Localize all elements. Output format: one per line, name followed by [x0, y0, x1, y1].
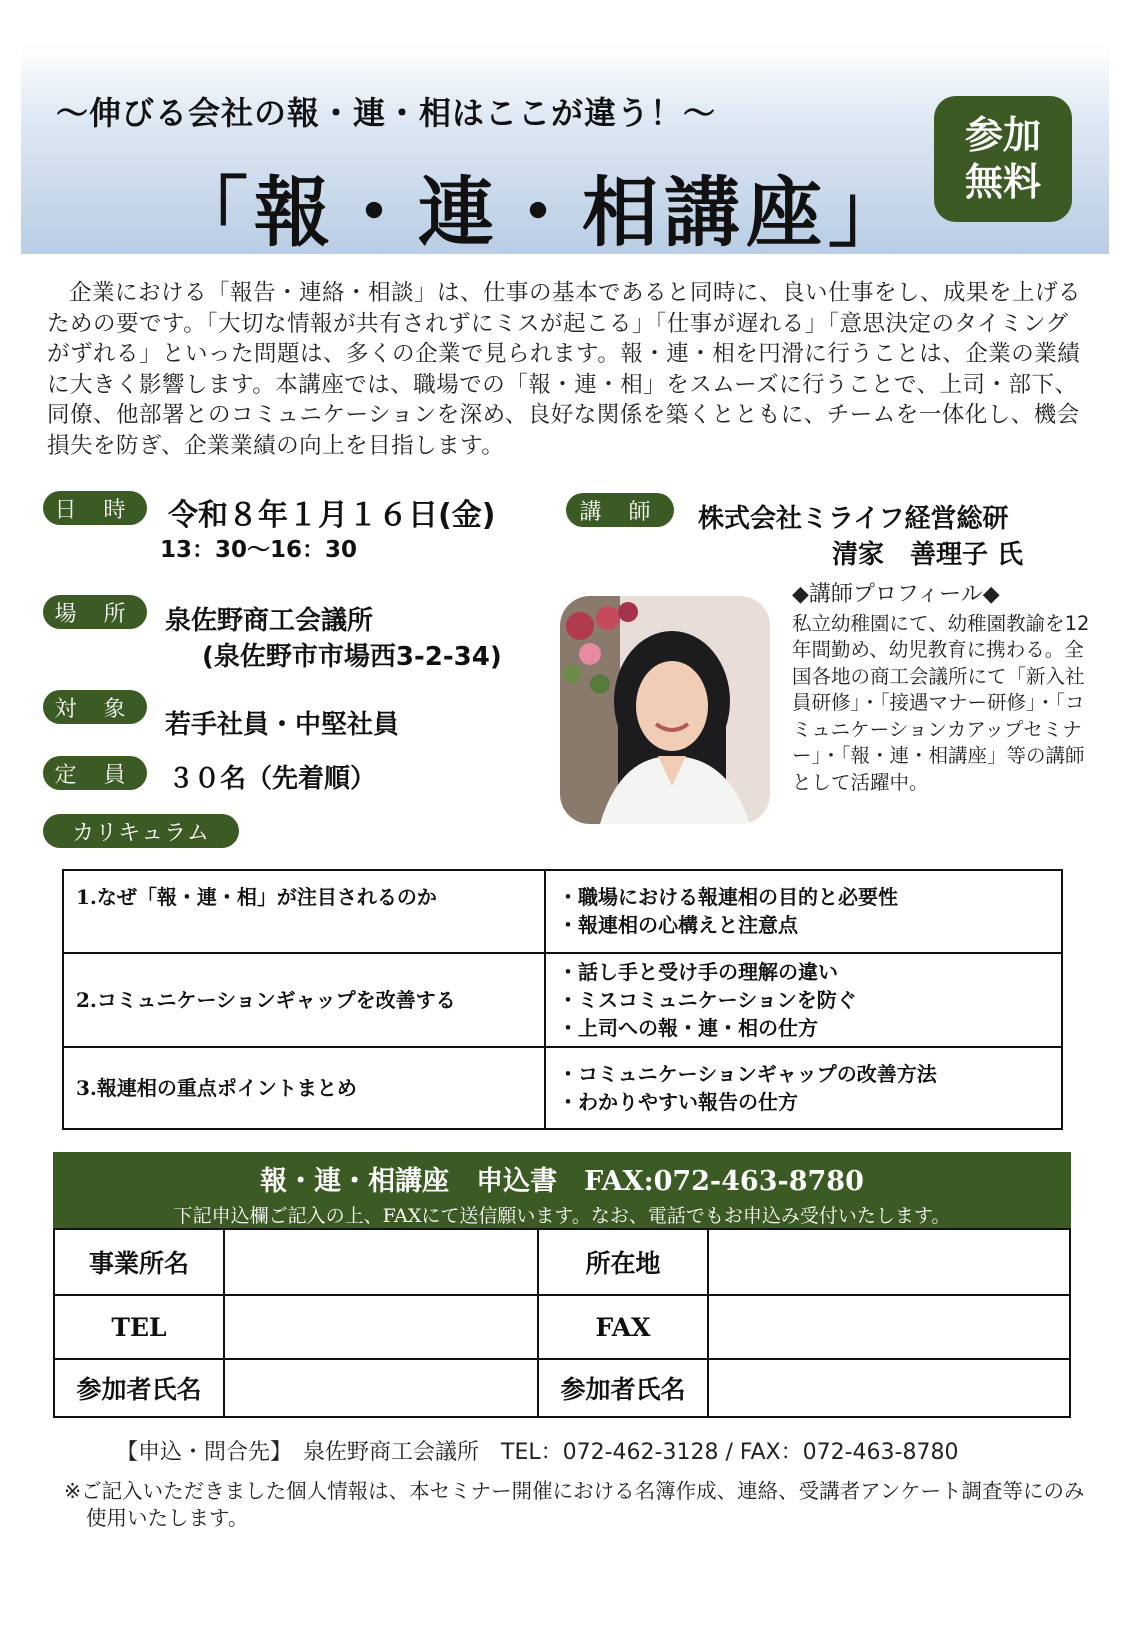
event-capacity: ３０名（先着順）	[168, 764, 377, 794]
curriculum-point: ・報連相の心構えと注意点	[558, 913, 798, 937]
curriculum-point: ・コミュニケーションギャップの改善方法	[558, 1062, 937, 1086]
lecturer-photo-image	[560, 596, 770, 824]
address-field[interactable]	[708, 1229, 1070, 1295]
page-title: 「報・連・相講座」	[172, 168, 910, 257]
lecturer-company: 株式会社ミライフ経営総研	[698, 504, 1009, 534]
intro-paragraph: 企業における「報告・連絡・相談」は、仕事の基本であると同時に、良い仕事をし、成果を上げるための要です。「大切な情報が共有されずにミスが起こる」「仕事が遅れる」「意思決定のタイミングがずれる」といった問題は、多くの企業で見られます。報・連・相を円滑に行うことは、企業の業績に大きく影響します。本講座では、職場での「報・連・相」をスムーズに行うことで、上司・部下、同僚、他部署とのコミュニケーションを深め、良好な関係を築くとともに、チームを一体化し、機会損失を防ぎ、企業業績の向上を目指します。	[47, 280, 1082, 459]
lecturer-photo	[560, 596, 770, 824]
privacy-note: ※ご記入いただきました個人情報は、本セミナー開催における名簿作成、連絡、受講者アンケート調査等にのみ使用いたします。	[64, 1479, 1085, 1530]
table-row	[63, 953, 1062, 1047]
curriculum-point: ・話し手と受け手の理解の違い	[558, 960, 838, 984]
lecturer-profile	[792, 582, 1092, 796]
event-target: 若手社員・中堅社員	[165, 710, 400, 740]
participant-field-1[interactable]	[224, 1359, 538, 1417]
curriculum-point: ・ミスコミュニケーションを防ぐ	[558, 988, 857, 1012]
date-label: 日 時	[43, 491, 147, 525]
participant-label-1: 参加者氏名	[54, 1359, 224, 1417]
office-name-label: 事業所名	[54, 1229, 224, 1295]
tel-field[interactable]	[224, 1295, 538, 1359]
curriculum-table	[62, 869, 1063, 1130]
badge-line1: 参加	[964, 112, 1041, 157]
curriculum-topic: 3.報連相の重点ポイントまとめ	[63, 1047, 545, 1129]
curriculum-label: カリキュラム	[43, 814, 239, 848]
table-row	[63, 870, 1062, 953]
table-row	[63, 1047, 1062, 1129]
curriculum-topic: 1.なぜ「報・連・相」が注目されるのか	[63, 870, 545, 953]
header-subtitle: 〜伸びる会社の報・連・相はここが違う！〜	[56, 94, 717, 132]
badge-line2: 無料	[964, 160, 1041, 204]
form-header	[53, 1152, 1071, 1229]
address-label: 所在地	[538, 1229, 708, 1295]
office-name-field[interactable]	[224, 1229, 538, 1295]
application-form	[53, 1228, 1071, 1418]
capacity-label: 定 員	[43, 756, 147, 790]
place-label: 場 所	[43, 595, 147, 629]
table-row	[54, 1229, 1070, 1295]
curriculum-topic: 2.コミュニケーションギャップを改善する	[63, 953, 545, 1047]
curriculum-point: ・わかりやすい報告の仕方	[558, 1090, 798, 1114]
form-title: 報・連・相講座 申込書 FAX:072-463-8780	[260, 1166, 864, 1197]
form-note: 下記申込欄ご記入の上、FAXにて送信願います。なお、電話でもお申込み受付いたします。	[173, 1205, 951, 1227]
lecturer-label: 講 師	[566, 493, 674, 527]
table-row	[54, 1295, 1070, 1359]
profile-title: ◆講師プロフィール◆	[792, 582, 1000, 607]
contact-info: 【申込・問合先】 泉佐野商工会議所 TEL：072-462-3128 / FAX：072-463-8780	[116, 1440, 959, 1465]
fax-label: FAX	[538, 1295, 708, 1359]
participant-field-2[interactable]	[708, 1359, 1070, 1417]
lecturer-name: 清家 善理子 氏	[832, 540, 1024, 570]
fax-field[interactable]	[708, 1295, 1070, 1359]
curriculum-points	[545, 1047, 1062, 1129]
curriculum-point: ・上司への報・連・相の仕方	[558, 1016, 818, 1040]
event-place: 泉佐野商工会議所	[165, 606, 374, 636]
free-badge	[934, 96, 1072, 222]
event-time: 13：30〜16：30	[160, 537, 358, 563]
curriculum-points	[545, 870, 1062, 953]
curriculum-point: ・職場における報連相の目的と必要性	[558, 885, 898, 909]
tel-label: TEL	[54, 1295, 224, 1359]
table-row	[54, 1359, 1070, 1417]
event-place-address: (泉佐野市市場西3-2-34)	[202, 642, 502, 672]
participant-label-2: 参加者氏名	[538, 1359, 708, 1417]
profile-text: 私立幼稚園にて、幼稚園教諭を12年間勤め、幼児教育に携わる。全国各地の商工会議所にて「新入社員研修」・「接遇マナー研修」・「コミュニケーションカアップセミナー」・「報・連・相講座」等の講師として活躍中。	[792, 611, 1090, 794]
event-date: 令和８年１月１６日(金)	[168, 498, 496, 533]
target-label: 対 象	[43, 690, 147, 724]
curriculum-points	[545, 953, 1062, 1047]
